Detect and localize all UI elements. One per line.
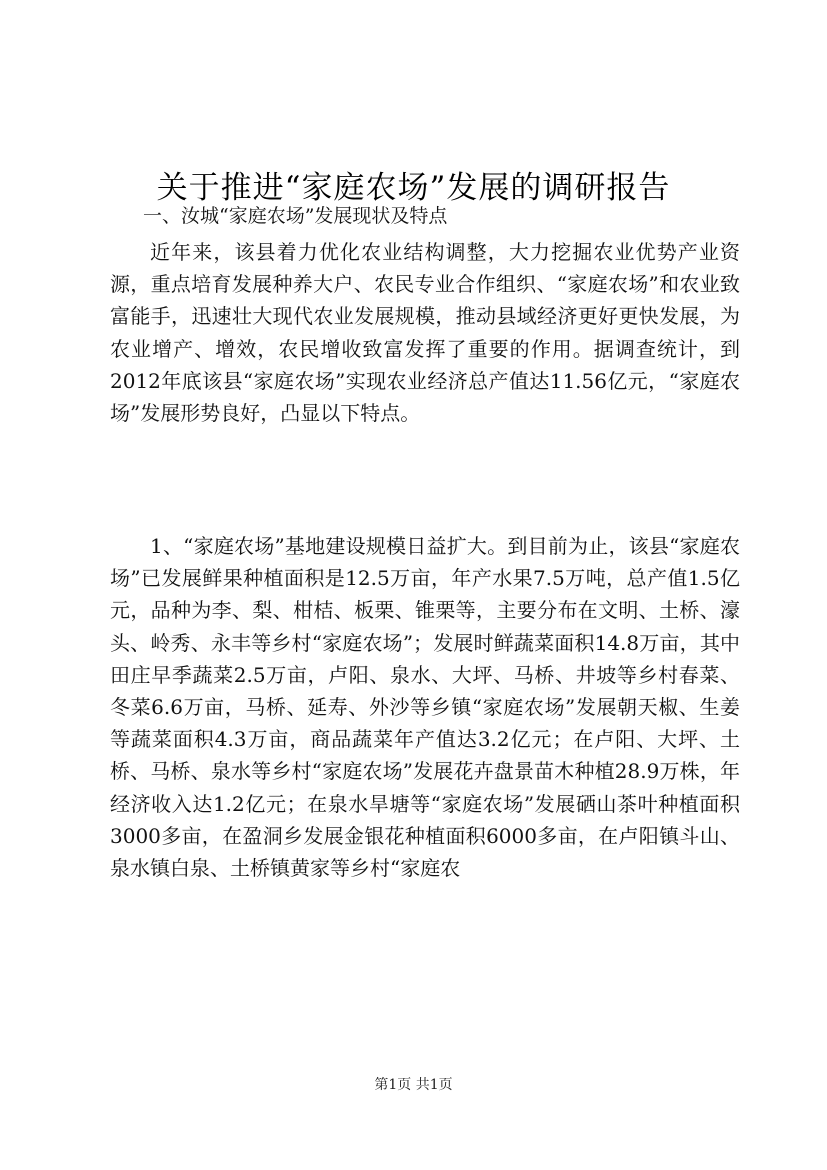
- page-title: 关于推进“家庭农场”发展的调研报告: [156, 169, 671, 206]
- section-heading: 一、汝城“家庭农场”发展现状及特点: [143, 205, 448, 227]
- page-footer: 第1页 共1页: [374, 1077, 453, 1093]
- body-paragraph-1: [110, 236, 740, 429]
- body-paragraph-2: [110, 530, 740, 884]
- paragraph-text: 1、“家庭农场”基地建设规模日益扩大。到目前为止，该县“家庭农场”已发展鲜果种植面积是12.5万亩，年产水果7.5万吨，总产值1.5亿元，品种为李、梨、柑桔、板栗、锥栗等，主要分布在文明、土桥、濠头、岭秀、永丰等乡村“家庭农场”；发展时鲜蔬菜面积14.8万亩，其中田庄早季蔬菜2.5万亩，卢阳、泉水、大坪、马桥、井坡等乡村春菜、冬菜6.6万亩，马桥、延寿、外沙等乡镇“家庭农场”发展朝天椒、生姜等蔬菜面积4.3万亩，商品蔬菜年产值达3.2亿元；在卢阳、大坪、土桥、马桥、泉水等乡村“家庭农场”发展花卉盘景苗木种植28.9万株，年经济收入达1.2亿元；在泉水旱塘等“家庭农场”发展硒山茶叶种植面积3000多亩，在盈洞乡发展金银花种植面积6000多亩，在卢阳镇斗山、泉水镇白泉、土桥镇黄家等乡村“家庭农: [110, 534, 740, 881]
- paragraph-text: 近年来，该县着力优化农业结构调整，大力挖掘农业优势产业资源，重点培育发展种养大户、农民专业合作组织、“家庭农场”和农业致富能手，迅速壮大现代农业发展规模，推动县域经济更好更快发展，为农业增产、增效，农民增收致富发挥了重要的作用。据调查统计，到2012年底该县“家庭农场”实现农业经济总产值达11.56亿元，“家庭农场”发展形势良好，凸显以下特点。: [110, 240, 740, 426]
